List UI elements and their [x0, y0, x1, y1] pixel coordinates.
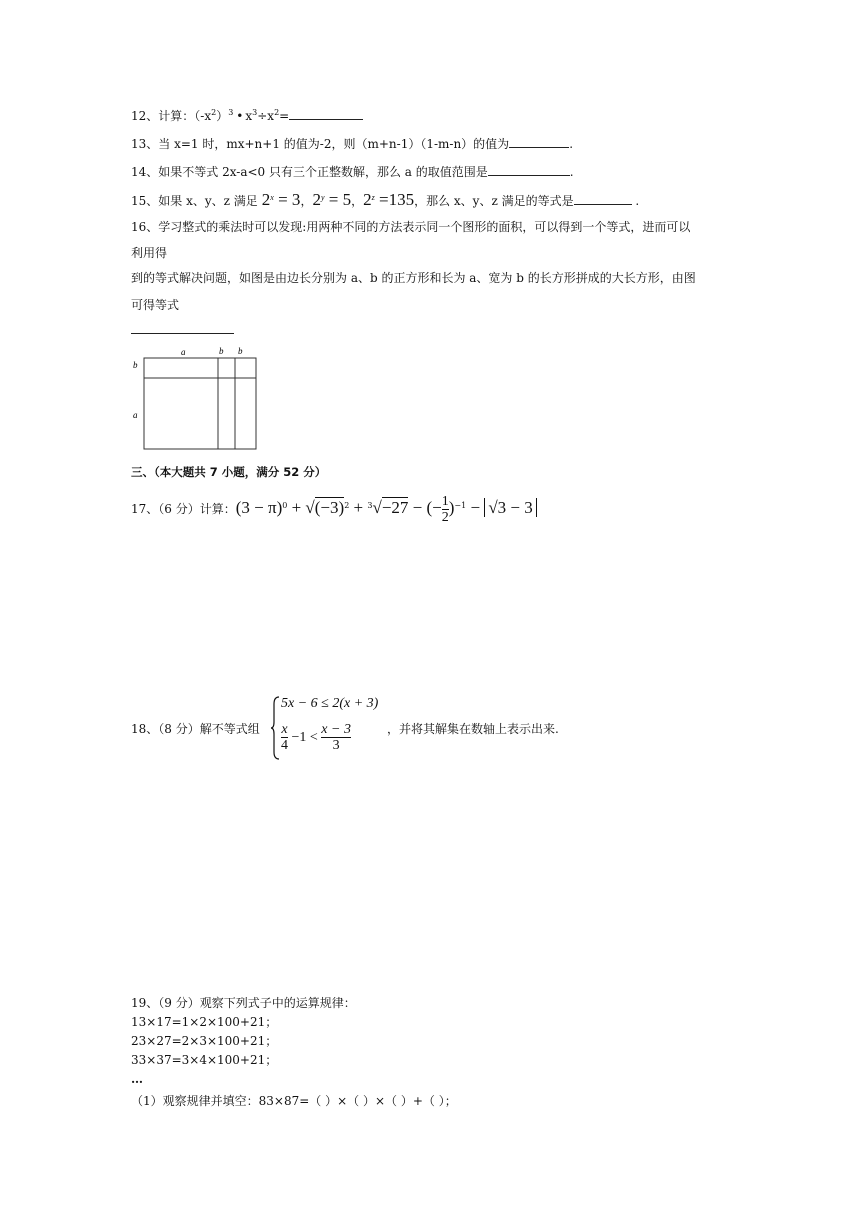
q18-frac-num: x − 3: [321, 722, 351, 737]
q13-end: .: [569, 137, 574, 151]
q12-answer-blank[interactable]: [289, 107, 363, 120]
q17-close: ): [448, 498, 455, 517]
q18-frac-4: 4: [281, 738, 288, 753]
q15-val3: =135: [374, 190, 415, 209]
q12-eq: =: [279, 109, 290, 123]
q15-val2: = 5: [324, 190, 352, 209]
q15-exp1: x: [270, 193, 274, 202]
question-12: [131, 107, 363, 124]
q17-plus1: +: [287, 498, 306, 517]
q15-val1: = 3: [273, 190, 301, 209]
q15-base2: 2: [312, 190, 321, 209]
q12-dot: •: [236, 109, 244, 123]
q18-suffix: ，并将其解集在数轴上表示出来.: [387, 722, 559, 736]
q17-minus: − (−: [408, 498, 442, 517]
q19-row-1: 13×17=1×2×100+21；: [131, 1015, 278, 1029]
q17-sqrt: √(−3): [305, 498, 345, 517]
q12-sup2: 3: [228, 108, 234, 117]
label-left-b: b: [133, 360, 138, 370]
q17-abs: √3 − 3: [484, 498, 536, 517]
label-top-b2: b: [238, 346, 243, 356]
q17-frac-den: 2: [441, 510, 449, 525]
q19-row-2: 23×27=2×3×100+21；: [131, 1034, 278, 1048]
q15-prefix: 15、如果 x、y、z 满足: [131, 194, 258, 208]
q19-part-1: （1）观察规律并填空：83×87=（ ）×（ ）×（ ）+（ ）；: [131, 1094, 457, 1108]
q19-ellipsis: …: [131, 1072, 143, 1086]
q12-sup1: 2: [211, 108, 217, 117]
label-top-b1: b: [219, 346, 224, 356]
q12-mid: ）: [216, 109, 229, 123]
q17-plus2: +: [349, 498, 368, 517]
q17-cbrt: √−27: [372, 498, 409, 517]
q18-frac-x3: [321, 722, 351, 753]
q18-frac-x4: [281, 722, 288, 753]
q14-text: 14、如果不等式 2x-a<0 只有三个正整数解，那么 a 的取值范围是: [131, 165, 488, 179]
q13-answer-blank[interactable]: [509, 135, 569, 148]
q17-exp-m1: −1: [454, 501, 467, 510]
question-19-title: 19、（9 分）观察下列式子中的运算规律：: [131, 996, 356, 1010]
q14-answer-blank[interactable]: [488, 163, 570, 176]
q13-text: 13、当 x=1 时，mx+n+1 的值为-2，则（m+n-1）（1-m-n）的值为: [131, 137, 510, 151]
q16-answer-blank[interactable]: [131, 333, 234, 334]
question-16-line1: 16、学习整式的乘法时可以发现:用两种不同的方法表示同一个图形的面积，可以得到一个等式，进而可以: [131, 220, 691, 234]
q18-frac-den: 3: [321, 737, 351, 753]
section-3-title: 三、（本大题共 7 小题，满分 52 分）: [131, 465, 327, 479]
q17-frac-num: 1: [441, 494, 449, 509]
q15-end: .: [631, 194, 640, 208]
q15-answer-blank[interactable]: [574, 192, 632, 205]
question-16-line3: 到的等式解决问题，如图是由边长分别为 a、b 的正方形和长为 a、宽为 b 的长方形拼成的大长方形，由图: [131, 271, 696, 285]
label-left-a: a: [133, 410, 138, 420]
q15-base1: 2: [261, 190, 271, 209]
q17-cbrt-index: 3: [367, 501, 373, 510]
q18-inequality-2: [281, 722, 351, 753]
q15-suffix: ，那么 x、y、z 满足的等式是: [414, 194, 574, 208]
q12-sup4: 2: [274, 108, 280, 117]
q18-mid: −1 <: [288, 730, 322, 745]
q17-label: 17、（6 分）计算：: [131, 502, 236, 516]
outer-rect: [144, 358, 256, 449]
q17-term-a: (3 − π): [235, 498, 283, 517]
question-13: [131, 135, 573, 152]
q18-brace: [271, 696, 281, 760]
q15-sep2: ，: [351, 194, 364, 208]
q15-exp2: y: [320, 193, 325, 202]
question-16-line2: 利用得: [131, 246, 168, 260]
q12-prefix: 12、计算：（-x: [131, 109, 212, 123]
q17-fraction: [442, 494, 449, 525]
q14-end: .: [569, 165, 574, 179]
q17-exp0: 0: [282, 501, 288, 510]
q12-div: ÷x: [257, 109, 275, 123]
q19-row-3: 33×37=3×4×100+21；: [131, 1053, 278, 1067]
rectangle-figure: [131, 345, 266, 453]
q18-inequality-1: 5x − 6 ≤ 2(x + 3): [281, 696, 379, 711]
q12-sup3: 3: [252, 108, 258, 117]
q15-sep1: ，: [300, 194, 313, 208]
q17-cbrt-radicand: −27: [381, 498, 409, 517]
q12-x: x: [245, 109, 253, 123]
label-top-a: a: [181, 347, 186, 357]
question-16-line4: 可得等式: [131, 298, 180, 312]
q17-sqrt-exp: 2: [344, 501, 350, 510]
question-15: [131, 188, 639, 213]
q18-label: 18、（8 分）解不等式组: [131, 722, 260, 736]
question-17: [131, 494, 537, 525]
q15-base3: 2: [363, 190, 372, 209]
q17-minus2: −: [466, 498, 485, 517]
q18-frac-x: x: [281, 722, 288, 737]
q15-exp3: z: [371, 193, 375, 202]
question-14: [131, 163, 574, 180]
q17-sqrt-radicand: (−3): [314, 498, 345, 517]
